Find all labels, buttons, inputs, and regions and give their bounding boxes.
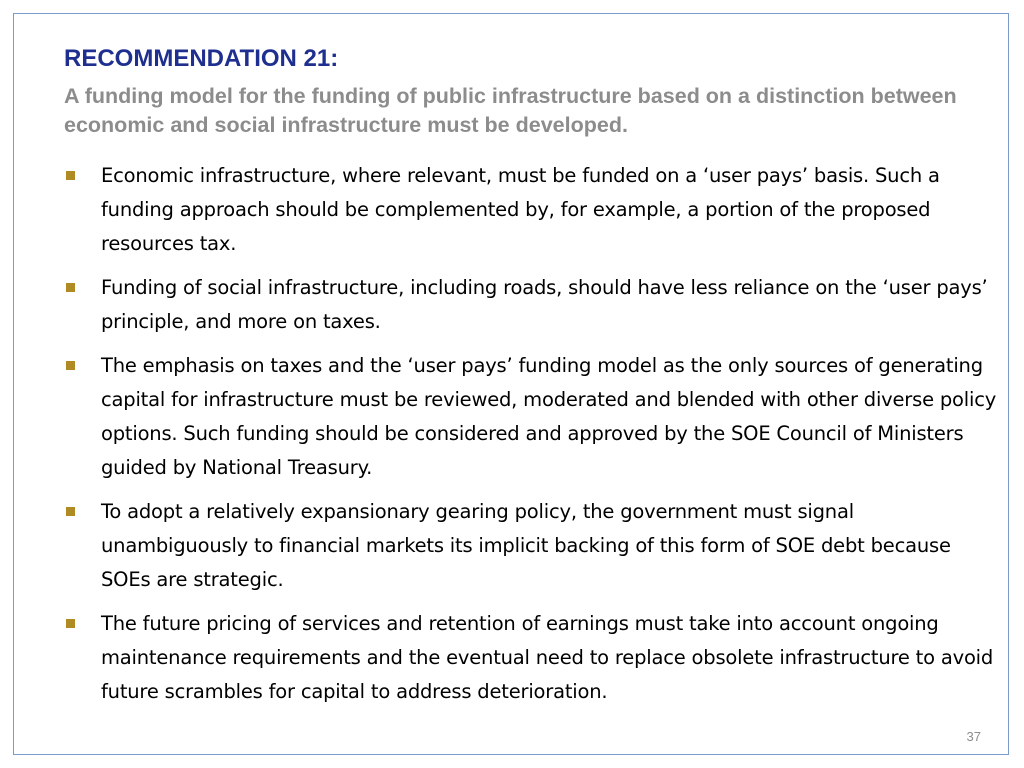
slide-title: RECOMMENDATION 21: [64,45,339,72]
page-number: 37 [966,729,981,744]
square-bullet-icon [66,361,75,370]
square-bullet-icon [66,283,75,292]
bullet-text: The future pricing of services and retention of earnings must take into account ongoing maintenance requirements and the eventual need to replace obsolete infrastructure to avoid future scrambles for capital to address deterioration. [101,612,994,703]
bullet-text: Funding of social infrastructure, including roads, should have less reliance on the ‘user pays’ principle, and more on taxes. [101,276,988,333]
bullet-item [64,495,999,597]
bullet-item [64,159,999,261]
square-bullet-icon [66,171,75,180]
bullet-text: Economic infrastructure, where relevant, must be funded on a ‘user pays’ basis. Such a funding approach should be complemented by, for example, a portion of the proposed resources tax. [101,164,940,255]
bullet-list [64,159,999,719]
square-bullet-icon [66,507,75,516]
slide [13,13,1009,755]
slide-subtitle: A funding model for the funding of public infrastructure based on a distinction between economic and social infrastructure must be developed. [64,84,957,137]
bullet-item [64,349,999,485]
square-bullet-icon [66,619,75,628]
bullet-item [64,271,999,339]
bullet-text: The emphasis on taxes and the ‘user pays’ funding model as the only sources of generating capital for infrastructure must be reviewed, moderated and blended with other diverse policy options. Such funding should be considered and approved by the SOE Council of Ministers guided by National Treasury. [101,354,997,479]
bullet-text: To adopt a relatively expansionary gearing policy, the government must signal unambiguously to financial markets its implicit backing of this form of SOE debt because SOEs are strategic. [101,500,951,591]
bullet-item [64,607,999,709]
